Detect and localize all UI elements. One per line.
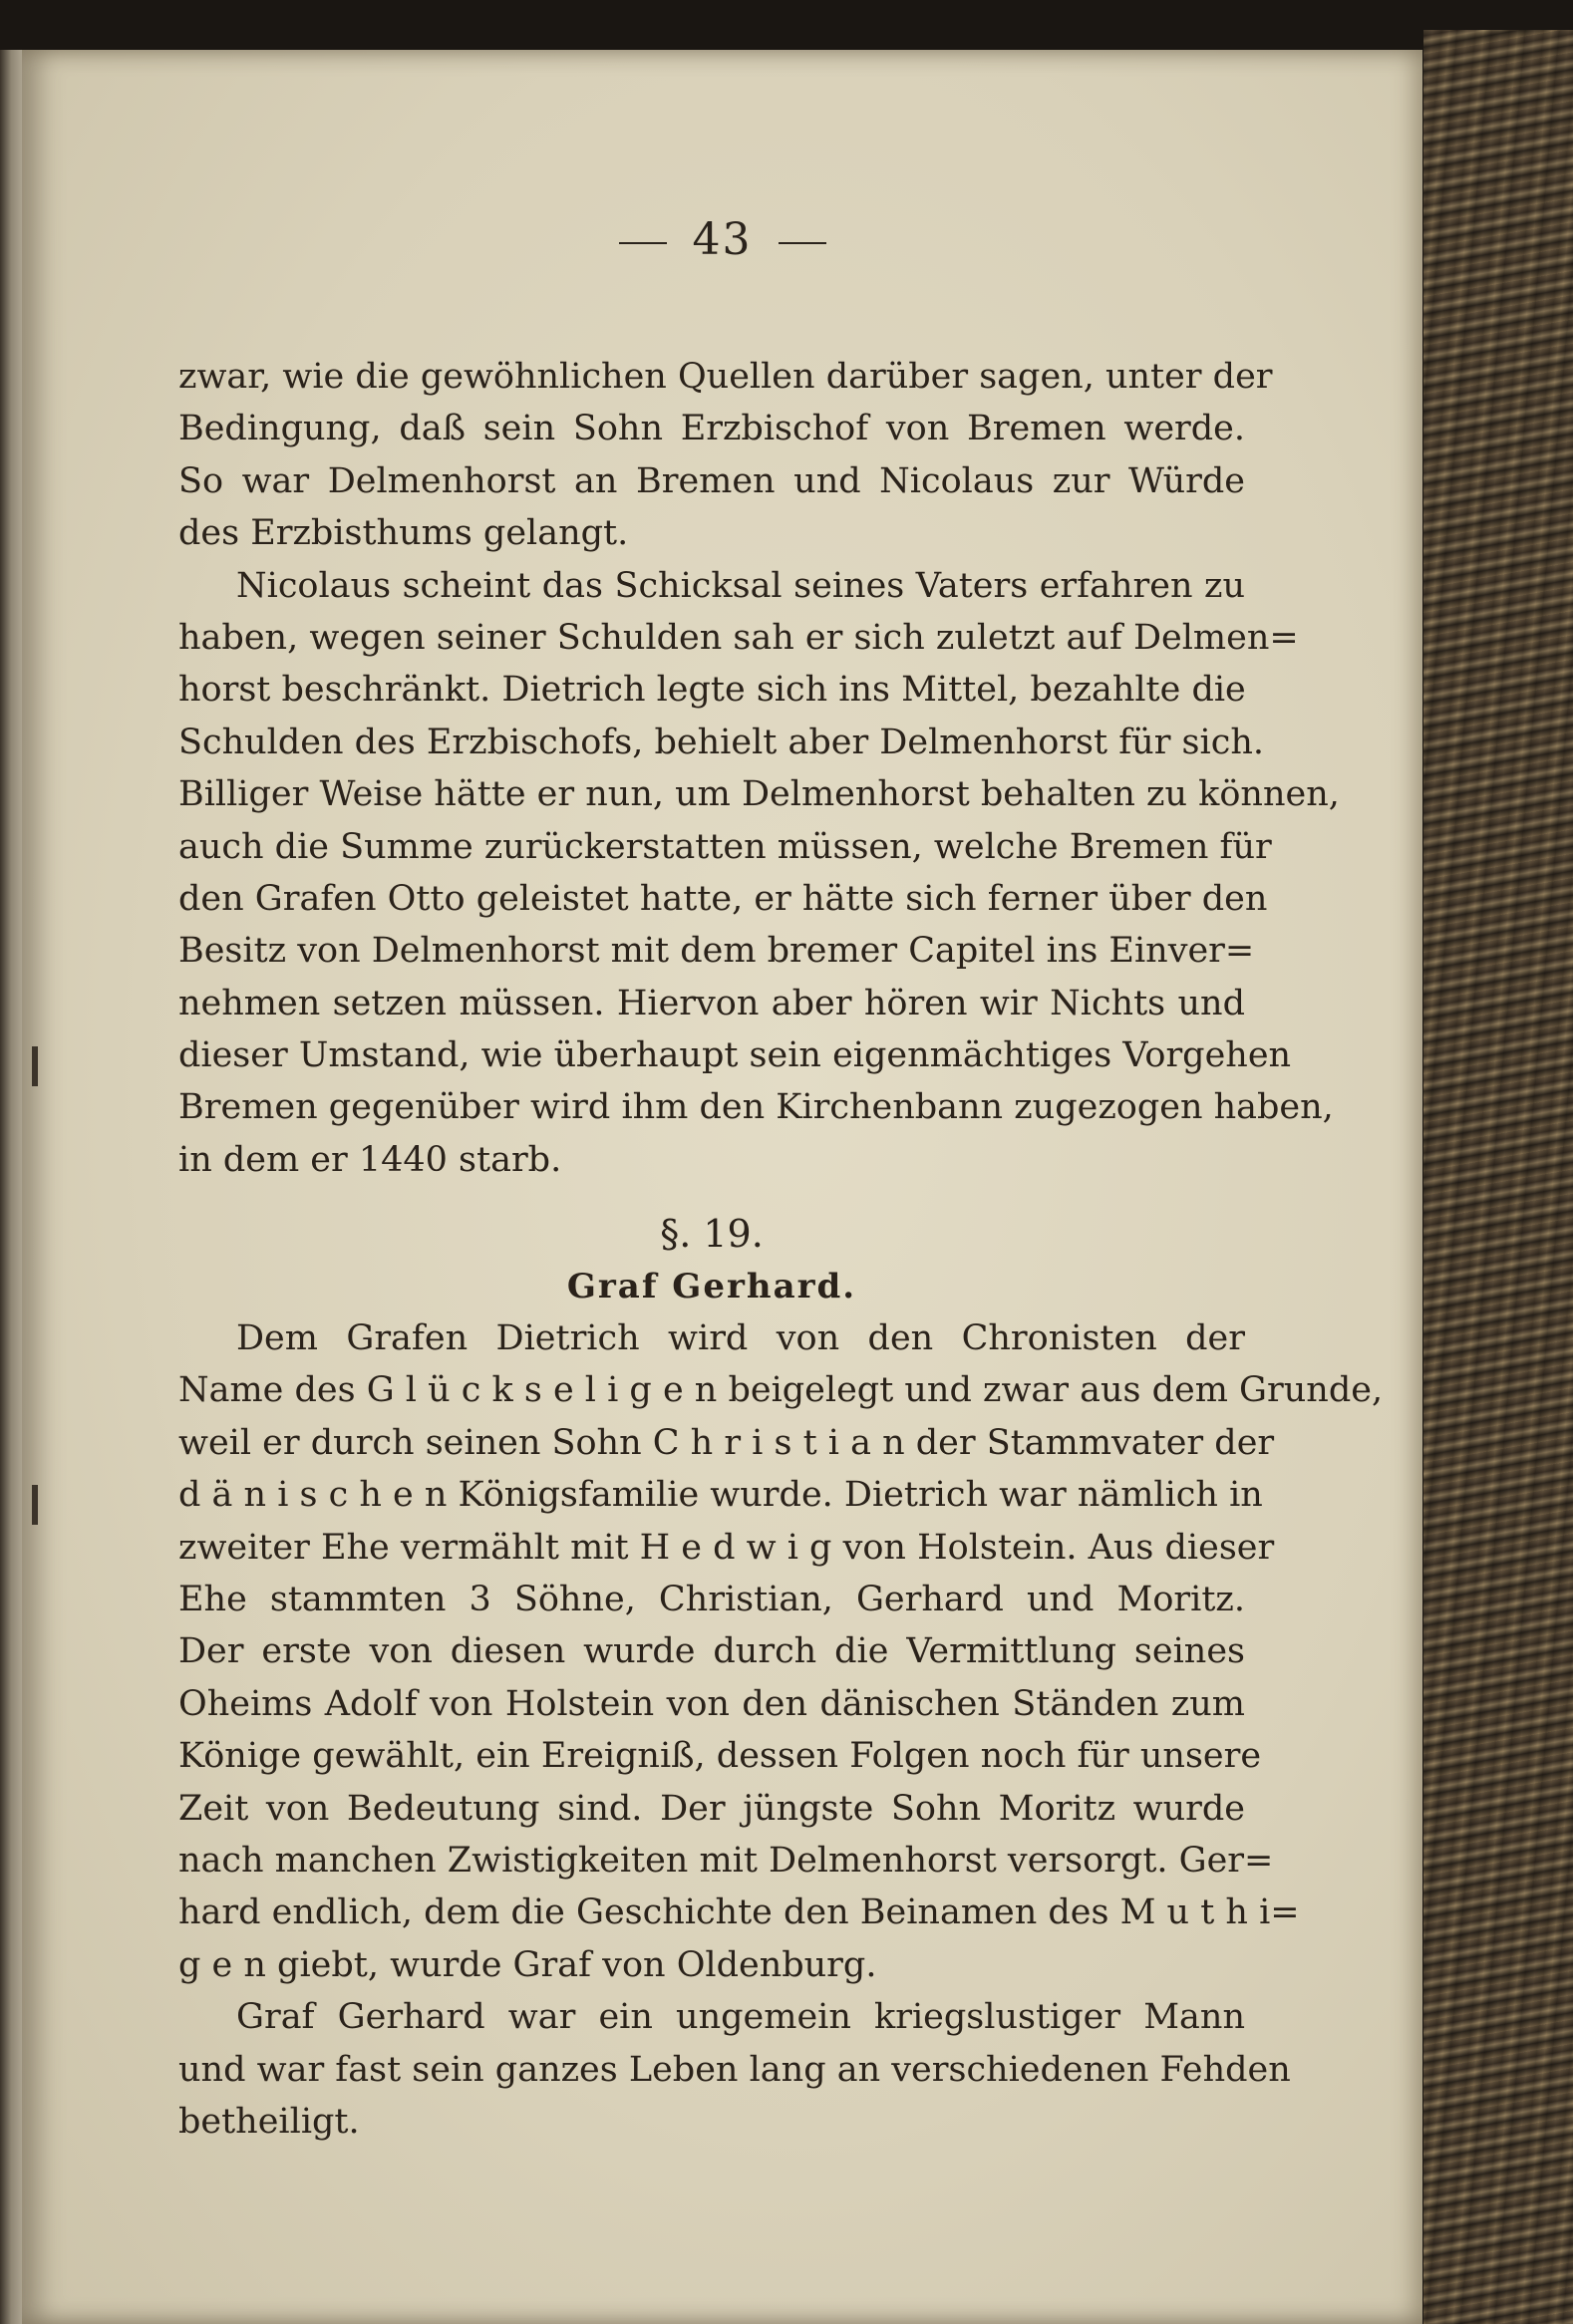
marbled-endpaper [1423,30,1573,2324]
text-line: nehmen setzen müssen. Hiervon aber hören wir Nichts und [178,983,1245,1023]
text-line: haben, wegen seiner Schulden sah er sich zuletzt auf Delmen= [178,617,1299,658]
binding-mark [32,1485,38,1525]
text-line: Der erste von diesen wurde durch die Vermittlung seines [178,1631,1245,1672]
text-line: Billiger Weise hätte er nun, um Delmenhorst behalten zu können, [178,774,1340,815]
page-number: 43 [692,214,753,265]
text-line: Nicolaus scheint das Schicksal seines Vaters erfahren zu [236,565,1245,606]
text-line: Ehe stammten 3 Söhne, Christian, Gerhard und Moritz. [178,1579,1245,1619]
text-line: Besitz von Delmenhorst mit dem bremer Capitel ins Einver= [178,931,1255,972]
text-line: zwar, wie die gewöhnlichen Quellen darüber sagen, unter der [178,357,1273,397]
text-line: Bremen gegenüber wird ihm den Kirchenbann zugezogen haben, [178,1087,1334,1128]
text-line: Graf Gerhard war ein ungemein kriegslustiger Mann [236,1997,1245,2038]
text-line: So war Delmenhorst an Bremen und Nicolaus zur Würde [178,460,1245,501]
text-line: horst beschränkt. Dietrich legte sich ins Mittel, bezahlte die [178,670,1246,711]
binding-mark [32,1046,38,1086]
text-line: Könige gewählt, ein Ereigniß, dessen Folgen noch für unsere [178,1736,1262,1777]
text-line: hard endlich, dem die Geschichte den Beinamen des M u t h i= [178,1892,1300,1933]
body-text [178,351,1384,2148]
text-line: den Grafen Otto geleistet hatte, er hätte sich ferner über den [178,878,1268,919]
text-line: Zeit von Bedeutung sind. Der jüngste Sohn Moritz wurde [178,1788,1245,1829]
section-number: §. 19. [660,1212,764,1257]
header-dash-left [619,242,667,244]
text-line: weil er durch seinen Sohn C h r i s t i a n der Stammvater der [178,1422,1275,1463]
text-line: Schulden des Erzbischofs, behielt aber Delmenhorst für sich. [178,722,1264,762]
header-dash-right [779,242,826,244]
text-line: und war fast sein ganzes Leben lang an verschiedenen Fehden [178,2049,1291,2090]
text-line: nach manchen Zwistigkeiten mit Delmenhorst versorgt. Ger= [178,1840,1274,1881]
text-line: des Erzbisthums gelangt. [178,513,629,554]
section-title: Graf Gerhard. [566,1266,857,1307]
text-line: g e n giebt, wurde Graf von Oldenburg. [178,1944,877,1985]
text-line: in dem er 1440 starb. [178,1139,562,1180]
text-line: d ä n i s c h e n Königsfamilie wurde. Dietrich war nämlich in [178,1475,1263,1516]
text-line: betheiligt. [178,2101,360,2142]
text-line: zweiter Ehe vermählt mit H e d w i g von Holstein. Aus dieser [178,1527,1275,1568]
text-line: Bedingung, daß sein Sohn Erzbischof von Bremen werde. [178,409,1245,449]
page-number-header [22,214,1422,265]
text-line: Name des G l ü c k s e l i g e n beigelegt und zwar aus dem Grunde, [178,1370,1384,1411]
text-line: Oheims Adolf von Holstein von den dänischen Ständen zum [178,1683,1245,1724]
text-line: Dem Grafen Dietrich wird von den Chronisten der [236,1318,1245,1359]
text-line: auch die Summe zurückerstatten müssen, welche Bremen für [178,826,1272,867]
book-page [22,50,1422,2324]
text-line: dieser Umstand, wie überhaupt sein eigenmächtiges Vorgehen [178,1035,1292,1076]
